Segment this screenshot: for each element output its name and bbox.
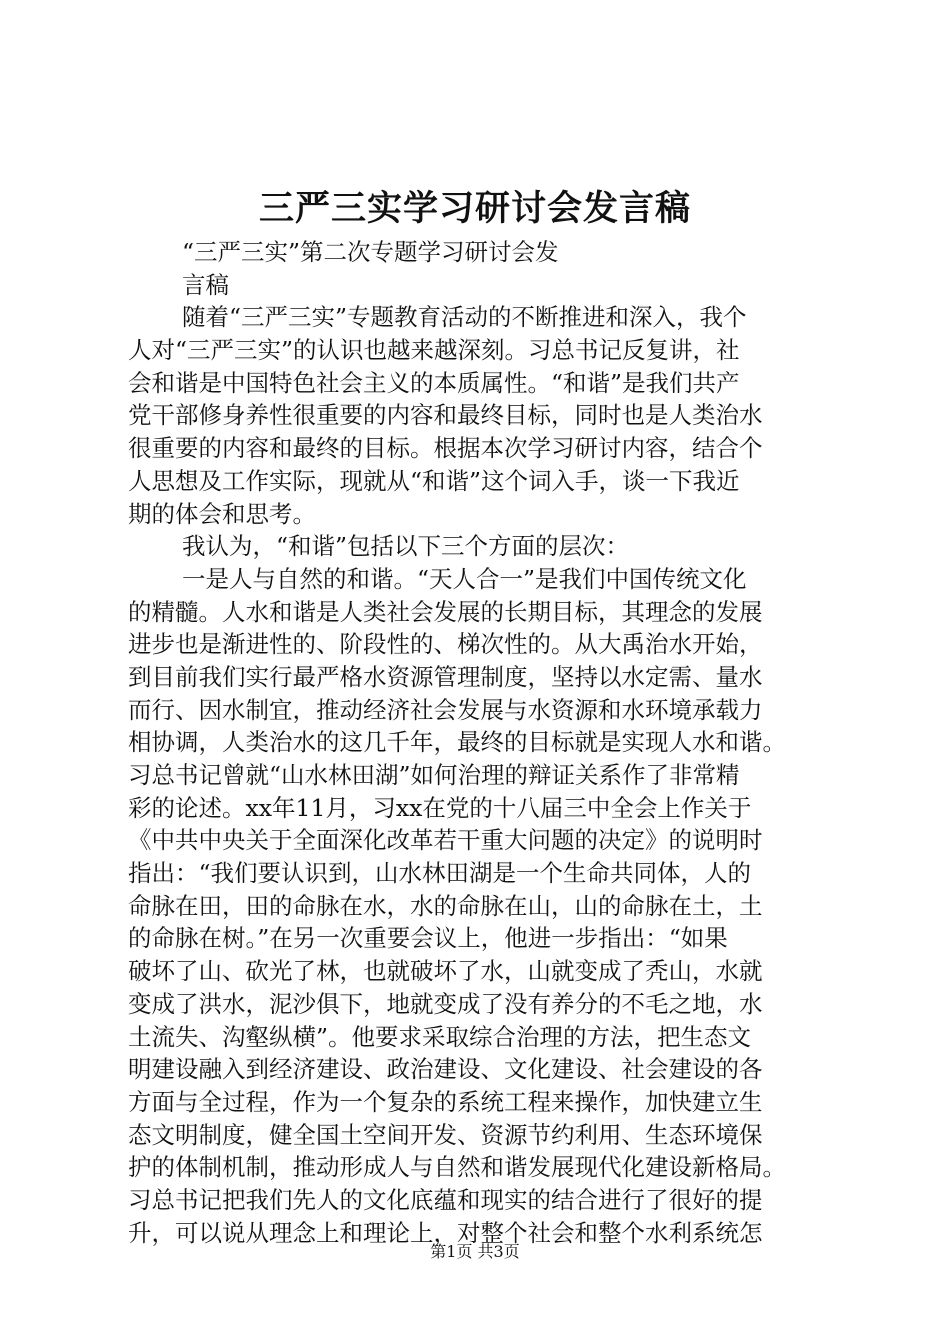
text-line: 言稿	[182, 270, 229, 299]
document-title: 三严三实学习研讨会发言稿	[258, 188, 691, 229]
text-line: 相协调，人类治水的这几千年，最终的目标就是实现人水和谐。	[128, 728, 786, 757]
text-line: 期的体会和思考。	[128, 499, 316, 528]
text-line: 习总书记把我们先人的文化底蕴和现实的结合进行了很好的提	[128, 1185, 763, 1214]
text-line: 随着“三严三实”专题教育活动的不断推进和深入，我个	[182, 303, 747, 332]
text-line: 土流失、沟壑纵横”。他要求采取综合治理的方法，把生态文	[128, 1022, 752, 1051]
text-line: 的命脉在树。”在另一次重要会议上，他进一步指出：“如果	[128, 924, 728, 953]
text-line: 一是人与自然的和谐。“天人合一”是我们中国传统文化	[182, 564, 747, 593]
text-line: 习总书记曾就“山水林田湖”如何治理的辩证关系作了非常精	[128, 761, 740, 789]
text-line: 彩的论述。xx年11月，习xx在党的十八届三中全会上作关于	[128, 793, 752, 822]
text-line: 指出：“我们要认识到，山水林田湖是一个生命共同体，人的	[128, 859, 752, 888]
text-line: 而行、因水制宜，推动经济社会发展与水资源和水环境承载力	[128, 695, 763, 724]
text-line: 我认为，“和谐”包括以下三个方面的层次：	[182, 532, 630, 561]
text-line: 升，可以说从理念上和理论上，对整个社会和整个水利系统怎	[128, 1218, 763, 1247]
text-line: 态文明制度，健全国土空间开发、资源节约利用、生态环境保	[128, 1120, 763, 1149]
text-line: “三严三实”第二次专题学习研讨会发	[182, 238, 559, 266]
text-line: 明建设融入到经济建设、政治建设、文化建设、社会建设的各	[128, 1055, 763, 1084]
text-line: 的精髓。人水和谐是人类社会发展的长期目标，其理念的发展	[128, 597, 763, 626]
text-line: 进步也是渐进性的、阶段性的、梯次性的。从大禹治水开始，	[128, 630, 763, 659]
text-line: 变成了洪水，泥沙俱下，地就变成了没有养分的不毛之地，水	[128, 989, 763, 1018]
text-line: 《中共中央关于全面深化改革若干重大问题的决定》的说明时	[128, 826, 763, 855]
text-line: 会和谐是中国特色社会主义的本质属性。“和谐”是我们共产	[128, 368, 740, 397]
document-body	[128, 236, 840, 1249]
text-line: 党干部修身养性很重要的内容和最终目标，同时也是人类治水	[128, 401, 763, 430]
page-footer: 第1页 共3页	[430, 1242, 520, 1261]
text-line: 方面与全过程，作为一个复杂的系统工程来操作，加快建立生	[128, 1087, 763, 1116]
text-line: 人对“三严三实”的认识也越来越深刻。习总书记反复讲，社	[128, 336, 740, 365]
text-line: 护的体制机制，推动形成人与自然和谐发展现代化建设新格局。	[128, 1153, 786, 1182]
text-line: 破坏了山、砍光了林，也就破坏了水，山就变成了秃山，水就	[128, 957, 763, 986]
text-line: 命脉在田，田的命脉在水，水的命脉在山，山的命脉在土，土	[128, 891, 763, 920]
text-line: 人思想及工作实际，现就从“和谐”这个词入手，谈一下我近	[128, 466, 740, 495]
text-line: 很重要的内容和最终的目标。根据本次学习研讨内容，结合个	[128, 434, 763, 463]
text-line: 到目前我们实行最严格水资源管理制度，坚持以水定需、量水	[128, 662, 763, 691]
